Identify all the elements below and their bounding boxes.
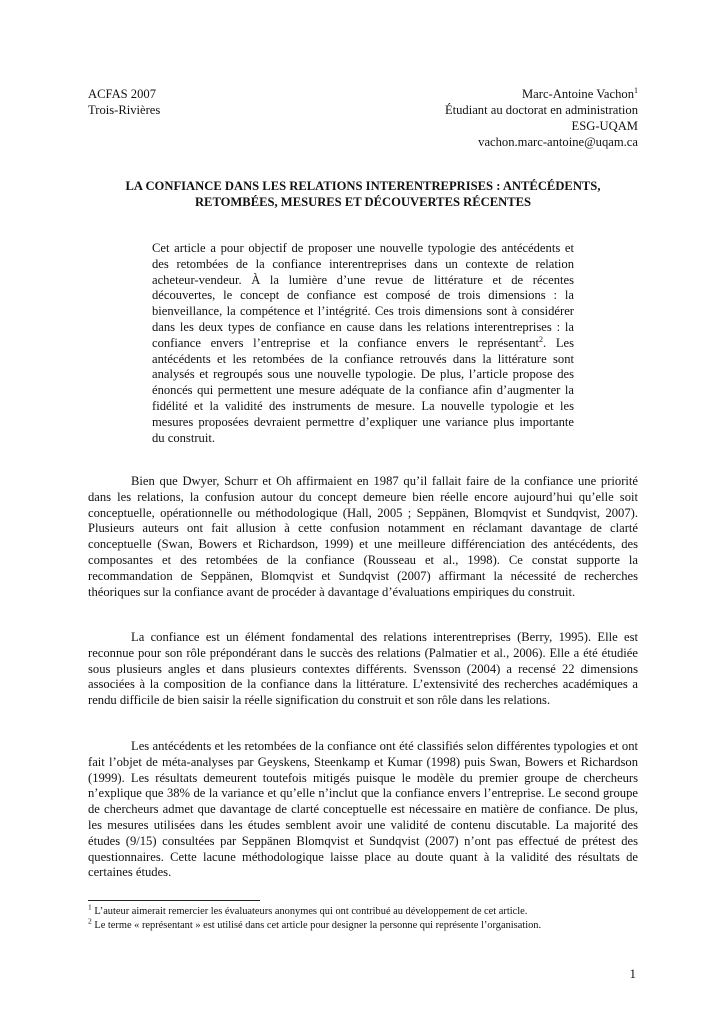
conference-name: ACFAS 2007 — [88, 87, 156, 101]
paragraph-text: Les antécédents et les retombées de la confiance ont été classifiés selon différentes typologies et ont fait l’objet de méta-analyses par Geyskens, Steenkamp et Kumar (1998) puis Swan, Bowers et Richardson (1999). Les résultats demeurent toutefois mitigés puisque le modèle du premier groupe de chercheurs n’explique que 38% de la variance et qu’elle n’inclut que la confiance envers l’entreprise. Le second groupe de chercheurs admet que davantage de clarté conceptuelle est nécessaire en matière de confiance. De plus, les mesures utilisées dans les études semblent avoir une validité de contenu discutable. La majorité des études (9/15) consultées par Seppänen Blomqvist et Sundqvist (2007) n’ont pas effectué de prétest des questionnaires. Cette lacune méthodologique laisse place au doute quant à la validité des résultats de certaines études. — [88, 739, 638, 880]
page-number: 1 — [629, 966, 636, 981]
footnote-1 — [88, 902, 648, 919]
footnote-divider — [88, 900, 260, 901]
footnote-2 — [88, 916, 648, 933]
footnote-ref-1: 1 — [634, 85, 638, 95]
abstract-text: Cet article a pour objectif de proposer une nouvelle typologie des antécédents et des retombées de la confiance interentreprises dans un contexte de relation acheteur-vendeur. À la lumière d’une revue de littérature et de récentes découvertes, le concept de confiance est composé de trois dimensions : la bienveillance, la compétence et l’intégrité. Ces trois dimensions sont à considérer dans les deux types de confiance en cause dans les relations interentreprises : la confiance envers l’entreprise et la confiance envers le représentant — [152, 241, 574, 350]
footnotes — [88, 902, 648, 933]
footnote-mark: 2 — [88, 916, 92, 926]
footnote-mark: 1 — [88, 902, 92, 912]
paper-title-line: RETOMBÉES, MESURES ET DÉCOUVERTES RÉCENTES — [194, 195, 532, 209]
conference-location: Trois-Rivières — [88, 103, 161, 117]
author-info — [445, 86, 638, 150]
conference-info — [88, 86, 160, 118]
paragraph-text: Bien que Dwyer, Schurr et Oh affirmaient en 1987 qu’il fallait faire de la confiance une priorité dans les relations, la confusion autour du concept demeure bien réelle encore aujourd’hui qu’elle soit conceptuelle, opérationnelle ou méthodologique (Hall, 2005 ; Seppänen, Blomqvist et Sundqvist, 2007). Plusieurs auteurs ont fait allusion à cette confusion notamment en réclamant davantage de clarté conceptuelle (Swan, Bowers et Richardson, 1999) et une meilleure différenciation des antécédents, des composantes et des retombées de la confiance (Rousseau et al., 1998). Ce constat supporte la recommandation de Seppänen, Blomqvist et Sundqvist (2007) affirmant la nécessité de recherches théoriques sur la confiance avant de procéder à davantage d’évaluations empiriques du construit. — [88, 474, 638, 599]
paragraph-text: La confiance est un élément fondamental des relations interentreprises (Berry, 1995). Elle est reconnue pour son rôle prépondérant dans le succès des relations (Palmatier et al., 2006). Elle a été étudiée sous plusieurs angles et dans plusieurs contextes différents. Svensson (2004) a recensé 22 dimensions associées à la composition de la confiance dans la littérature. L’extensivité des recherches académiques a rendu difficile de bien saisir la réelle signification du construit et son rôle dans les relations. — [88, 630, 638, 708]
paper-title — [88, 178, 638, 210]
footnote-text: L’auteur aimerait remercier les évaluateurs anonymes qui ont contribué au développement de cet article. — [91, 906, 528, 917]
body-paragraph-2 — [88, 630, 638, 709]
body-paragraph-1 — [88, 474, 638, 600]
author-institution: ESG-UQAM — [571, 119, 638, 133]
body-paragraph-3 — [88, 739, 638, 881]
author-email: vachon.marc-antoine@uqam.ca — [478, 135, 638, 149]
paper-title-line: LA CONFIANCE DANS LES RELATIONS INTERENTREPRISES : ANTÉCÉDENTS, — [125, 179, 601, 193]
author-title: Étudiant au doctorat en administration — [444, 103, 638, 117]
author-name: Marc-Antoine Vachon — [521, 87, 634, 101]
abstract-text-continued: . Les antécédents et les retombées de la confiance retrouvés dans la littérature sont analysés et regroupés sous une nouvelle typologie. De plus, l’article propose des énoncés qui permettent une mesure adéquate de la confiance afin d’augmenter la fidélité et la validité des instruments de mesure. La nouvelle typologie et les mesures proposées devraient permettre d’expliquer une variance plus importante du construit. — [152, 335, 575, 445]
author-name-line — [445, 86, 638, 102]
footnote-ref-2: 2 — [539, 334, 544, 344]
footnote-text: Le terme « représentant » est utilisé dans cet article pour designer la personne qui représente l’organisation. — [91, 920, 542, 931]
abstract — [152, 241, 574, 446]
